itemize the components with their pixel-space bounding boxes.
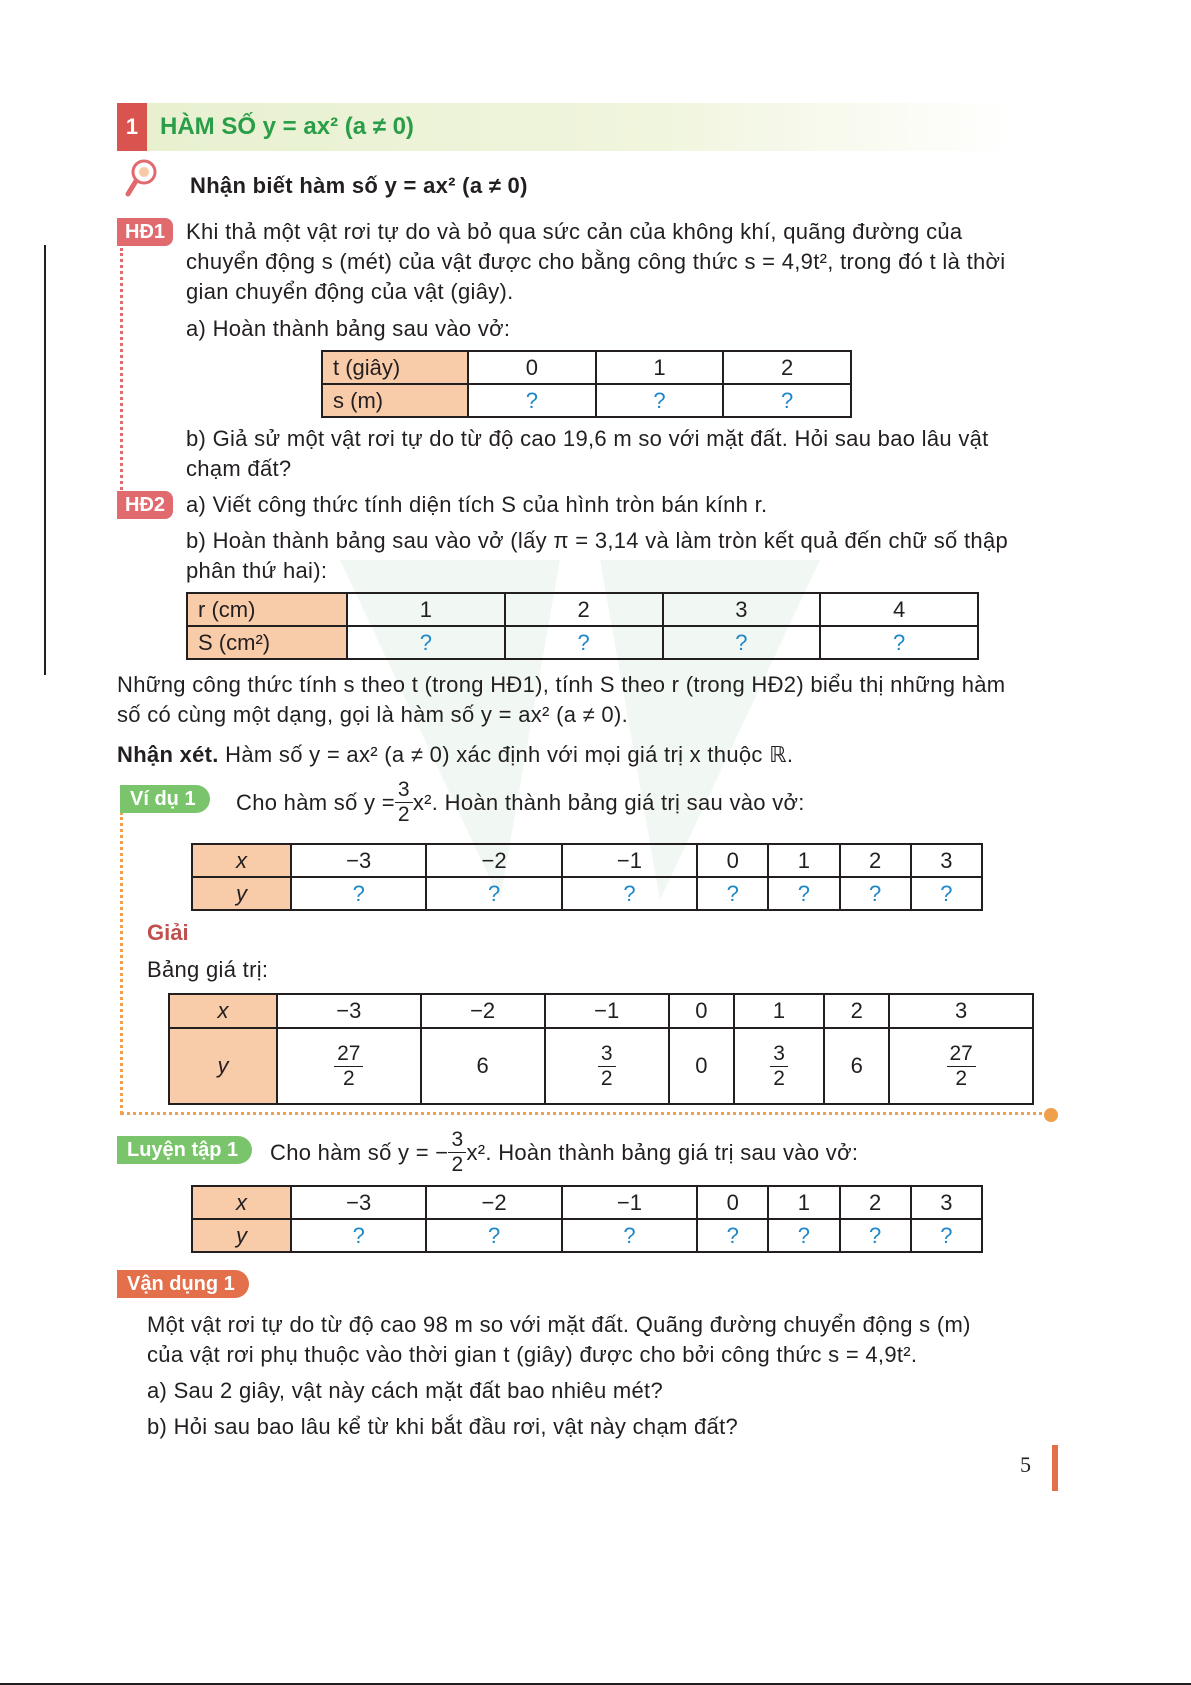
table-cell [889,1028,1033,1104]
hd1-dotted-guide [120,248,123,490]
hd2-part-b-line2: phân thứ hai): [186,558,328,583]
margin-line [44,245,46,675]
table-cell [734,1028,824,1104]
table-header-cell: y [169,1028,277,1104]
table-cell: ? [911,1219,982,1252]
example1-tag: Ví dụ 1 [120,785,210,813]
table-cell: −2 [426,844,561,877]
hd2-part-a: a) Viết công thức tính diện tích S của hình tròn bán kính r. [186,492,768,517]
apply1-part-b: b) Hỏi sau bao lâu kể từ khi bắt đầu rơi, vật này chạm đất? [147,1414,739,1439]
hd2-table [186,592,979,660]
fraction-numerator: 27 [947,1042,976,1067]
table-cell: 0 [697,1186,768,1219]
table-cell: 2 [723,351,851,384]
table-cell: 1 [596,351,724,384]
practice1-text-pre: Cho hàm số y = − [270,1139,449,1165]
fraction-numerator: 3 [395,778,413,803]
page-number-bar [1052,1445,1058,1491]
table-cell: ? [663,626,821,659]
hd2-tag: HĐ2 [117,491,173,519]
hd1-part-a: a) Hoàn thành bảng sau vào vở: [186,316,511,341]
hd1-part-b-line2: chạm đất? [186,456,292,481]
solution-table [168,993,1034,1105]
fraction-numerator: 27 [334,1042,363,1067]
table-header-cell: s (m) [322,384,468,417]
table-header-cell: t (giây) [322,351,468,384]
remark-label: Nhận xét. [117,742,219,767]
table-cell: ? [697,1219,768,1252]
table-cell: ? [347,626,505,659]
hd1-text-line3: gian chuyển động của vật (giây). [186,279,514,304]
table-cell: ? [723,384,851,417]
hd1-part-b-line1: b) Giả sử một vật rơi tự do từ độ cao 19,6 m so với mặt đất. Hỏi sau bao lâu vật [186,426,989,451]
hd2-part-b-line1: b) Hoàn thành bảng sau vào vở (lấy π = 3,14 và làm tròn kết quả đến chữ số thập [186,528,1009,553]
table-header-cell: y [192,877,291,910]
table-cell: −2 [426,1186,561,1219]
table-cell: −3 [291,1186,426,1219]
table-cell: 0 [669,1028,734,1104]
table-header-cell: x [169,994,277,1028]
practice1-fraction [448,1128,466,1177]
table-cell: ? [596,384,724,417]
table-cell: ? [562,1219,697,1252]
table-cell [277,1028,421,1104]
table-cell: ? [426,1219,561,1252]
table-cell: 3 [911,844,982,877]
apply1-tag: Vận dụng 1 [117,1270,249,1298]
fraction-denominator: 2 [955,1066,968,1090]
fraction-denominator: 2 [342,1066,355,1090]
table-cell: ? [505,626,663,659]
table-cell: 1 [768,1186,839,1219]
table-cell: ? [911,877,982,910]
table-cell: 2 [840,844,911,877]
table-header-cell: y [192,1219,291,1252]
table-header-cell: r (cm) [187,593,347,626]
practice1-text-post: x². Hoàn thành bảng giá trị sau vào vở: [466,1139,859,1165]
fraction [947,1042,976,1091]
table-header-cell: x [192,1186,291,1219]
table-cell: 2 [824,994,889,1028]
table-cell: ? [768,877,839,910]
section-title: HÀM SỐ y = ax² (a ≠ 0) [160,113,414,140]
table-cell: −2 [421,994,545,1028]
magnifier-icon [124,156,160,200]
table-cell: ? [768,1219,839,1252]
table-header-cell: S (cm²) [187,626,347,659]
table-cell: 1 [768,844,839,877]
table-cell: 3 [663,593,821,626]
practice1-prompt [270,1128,858,1177]
table-cell: ? [426,877,561,910]
table-cell: 0 [468,351,596,384]
hd1-table [321,350,852,418]
table-cell: 6 [421,1028,545,1104]
table-cell: −1 [562,1186,697,1219]
example-end-dot [1044,1108,1058,1122]
fraction-denominator: 2 [397,803,410,826]
table-cell: 4 [820,593,978,626]
example-dotted-bottom [120,1112,1050,1115]
example1-text-post: x². Hoàn thành bảng giá trị sau vào vở: [412,789,805,815]
table-cell: 0 [669,994,734,1028]
table-header-cell: x [192,844,291,877]
table-cell: ? [468,384,596,417]
fraction [334,1042,363,1091]
table-cell: −1 [545,994,669,1028]
apply1-text-line2: của vật rơi phụ thuộc vào thời gian t (giây) được cho bởi công thức s = 4,9t². [147,1342,918,1367]
fraction-numerator: 3 [598,1042,616,1067]
solution-intro: Bảng giá trị: [147,957,269,982]
fraction-denominator: 2 [773,1066,785,1090]
example1-fraction [395,778,413,827]
table-cell: ? [291,877,426,910]
table-cell: ? [697,877,768,910]
table-cell: 2 [840,1186,911,1219]
hd1-text-line2: chuyển động s (mét) của vật được cho bằng công thức s = 4,9t², trong đó t là thời [186,249,1006,274]
table-cell: 6 [824,1028,889,1104]
apply1-text-line1: Một vật rơi tự do từ độ cao 98 m so với mặt đất. Quãng đường chuyển động s (m) [147,1312,971,1337]
apply1-part-a: a) Sau 2 giây, vật này cách mặt đất bao nhiêu mét? [147,1378,664,1403]
remark [117,740,793,770]
fraction-denominator: 2 [451,1153,464,1176]
fraction-numerator: 3 [448,1128,466,1153]
summary-line1: Những công thức tính s theo t (trong HĐ1), tính S theo r (trong HĐ2) biểu thị những hàm [117,672,1006,697]
section-number: 1 [117,103,147,151]
solution-label: Giải [147,920,189,945]
table-cell: ? [840,1219,911,1252]
table-cell: ? [291,1219,426,1252]
table-cell [545,1028,669,1104]
example-dotted-guide [120,812,123,1114]
remark-text: Hàm số y = ax² (a ≠ 0) xác định với mọi giá trị x thuộc ℝ. [218,742,794,767]
practice1-table [191,1185,983,1253]
hd1-tag: HĐ1 [117,218,173,246]
fraction [770,1042,788,1091]
fraction-numerator: 3 [770,1042,788,1067]
table-cell: 1 [734,994,824,1028]
example1-table [191,843,983,911]
table-cell: 3 [911,1186,982,1219]
intro-heading: Nhận biết hàm số y = ax² (a ≠ 0) [190,173,528,198]
practice1-tag: Luyện tập 1 [117,1136,252,1164]
table-cell: ? [840,877,911,910]
page-number: 5 [1020,1452,1031,1477]
table-cell: −1 [562,844,697,877]
table-cell: ? [562,877,697,910]
table-cell: 0 [697,844,768,877]
fraction [598,1042,616,1091]
example1-prompt [236,778,805,827]
table-cell: 3 [889,994,1033,1028]
table-cell: ? [820,626,978,659]
table-cell: 1 [347,593,505,626]
table-cell: −3 [291,844,426,877]
summary-line2: số có cùng một dạng, gọi là hàm số y = ax² (a ≠ 0). [117,702,629,727]
table-cell: 2 [505,593,663,626]
fraction-denominator: 2 [600,1066,613,1090]
table-cell: −3 [277,994,421,1028]
example1-text-pre: Cho hàm số y = [236,789,395,815]
hd1-text-line1: Khi thả một vật rơi tự do và bỏ qua sức cản của không khí, quãng đường của [186,219,963,244]
